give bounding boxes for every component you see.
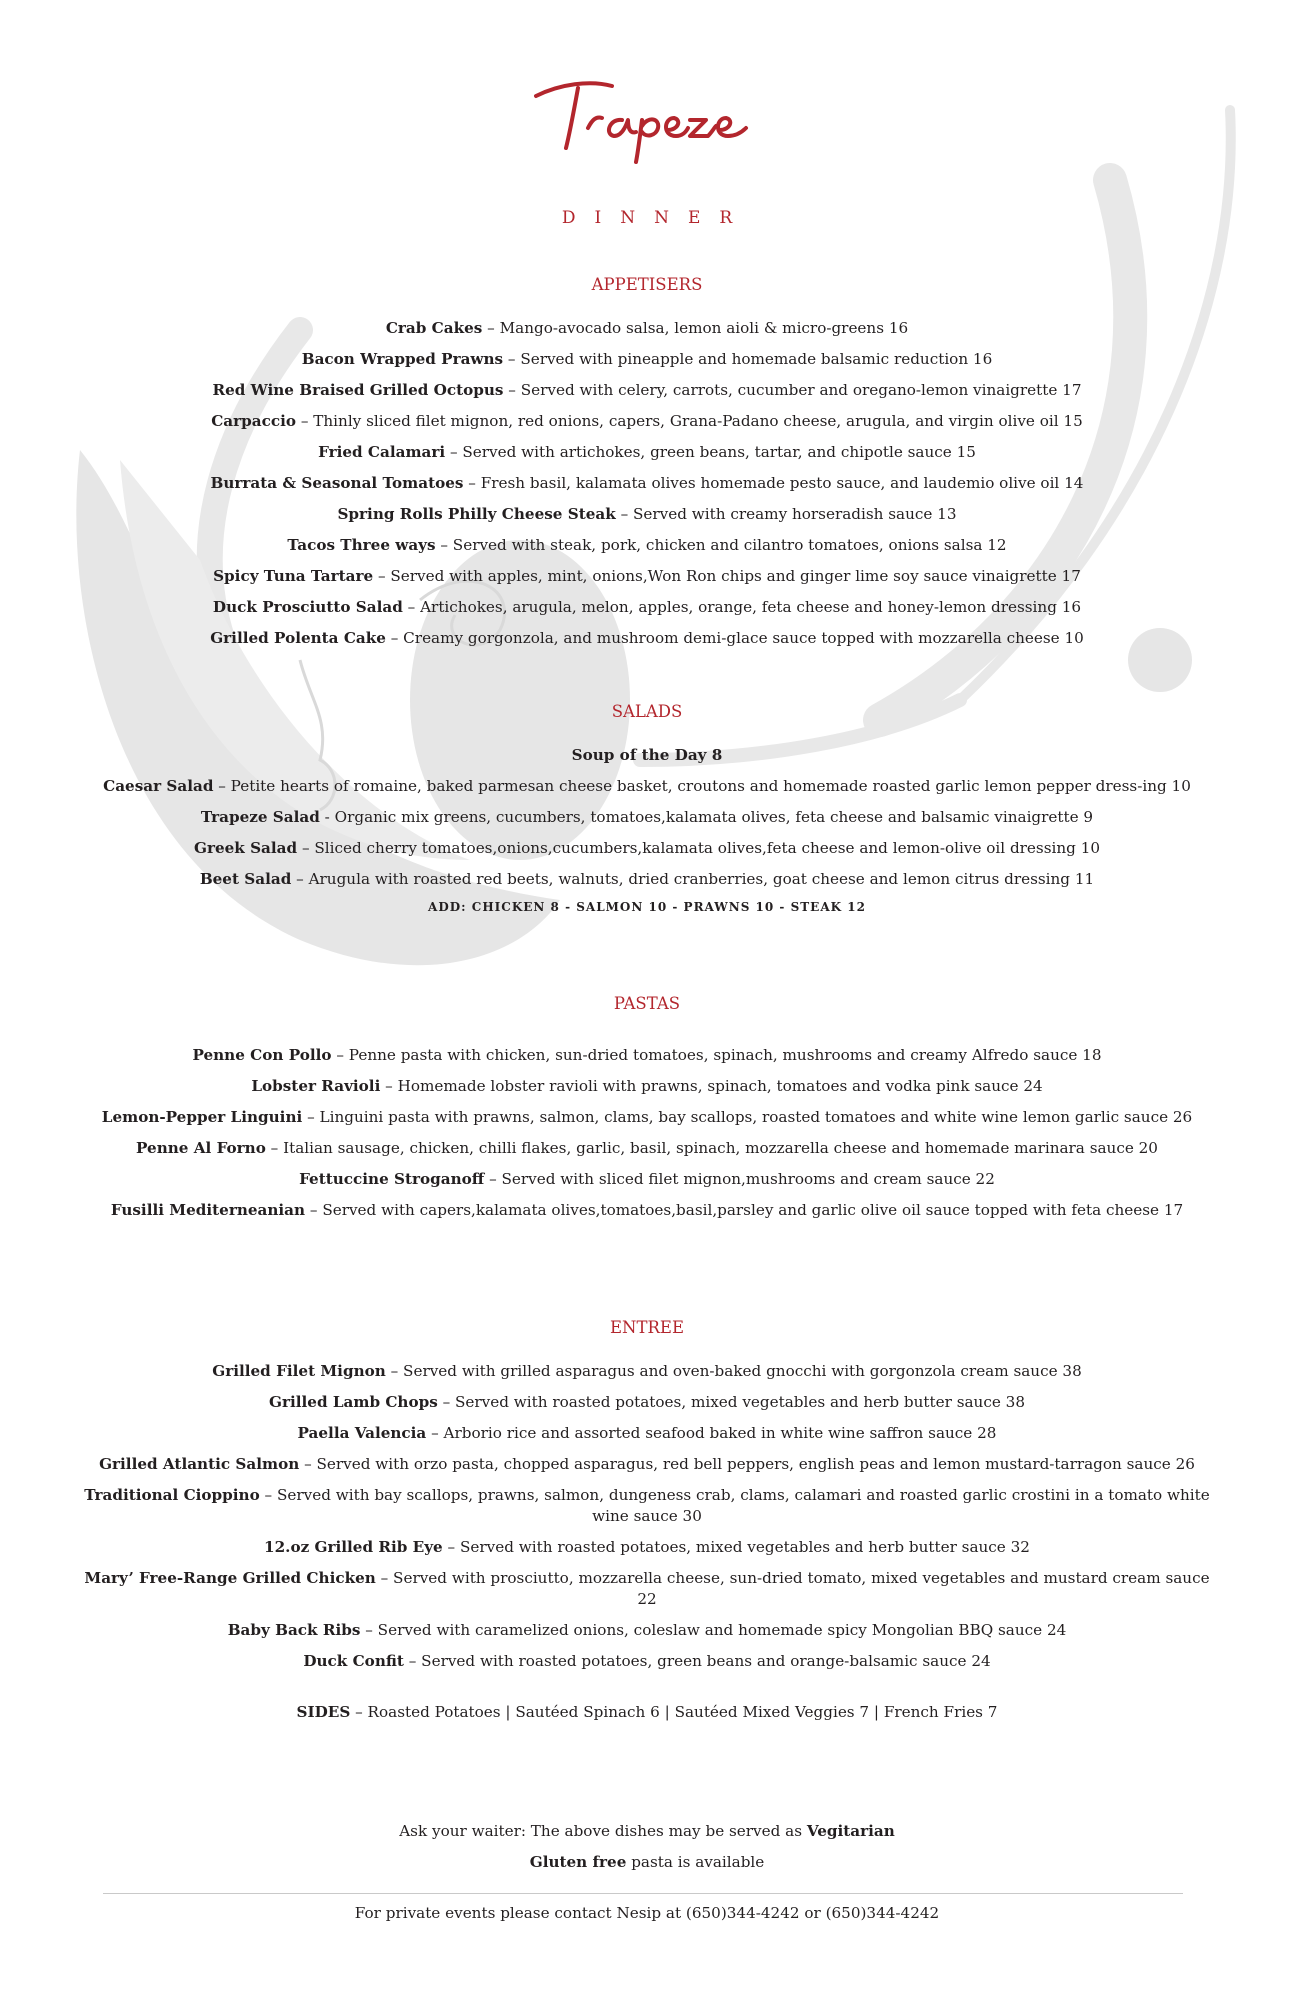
menu-item: Lobster Ravioli – Homemade lobster ravioli with prawns, spinach, tomatoes and vodka pink sauce 24 xyxy=(251,1077,1043,1095)
menu-item: Paella Valencia – Arborio rice and assorted seafood baked in white wine saffron sauce 28 xyxy=(297,1424,997,1442)
entree-section xyxy=(60,1318,1234,1723)
menu-item: Fusilli Mediterneanian – Served with capers,kalamata olives,tomatoes,basil,parsley and garlic olive oil sauce topped with feta cheese 17 xyxy=(110,1201,1184,1219)
menu-item: Greek Salad – Sliced cherry tomatoes,onions,cucumbers,kalamata olives,feta cheese and lemon-olive oil dressing 10 xyxy=(193,839,1101,857)
menu-item: Grilled Lamb Chops – Served with roasted potatoes, mixed vegetables and herb butter sauce 38 xyxy=(269,1393,1025,1411)
menu-item: Baby Back Ribs – Served with caramelized onions, coleslaw and homemade spicy Mongolian BBQ sauce 24 xyxy=(227,1621,1067,1639)
section-title: SALADS xyxy=(611,702,683,721)
gluten-free-note: Gluten free pasta is available xyxy=(529,1853,765,1871)
menu-item: 12.oz Grilled Rib Eye – Served with roasted potatoes, mixed vegetables and herb butter sauce 32 xyxy=(264,1538,1030,1556)
vegetarian-note: Ask your waiter: The above dishes may be served as Vegitarian xyxy=(399,1822,895,1840)
footer-divider xyxy=(103,1893,1183,1894)
section-title: APPETISERS xyxy=(591,275,703,294)
menu-item: Penne Al Forno – Italian sausage, chicken, chilli flakes, garlic, basil, spinach, mozzarella cheese and homemade marinara sauce 20 xyxy=(136,1139,1158,1157)
menu-item: Grilled Atlantic Salmon – Served with orzo pasta, chopped asparagus, red bell peppers, english peas and lemon mustard-tarragon sauce 26 xyxy=(99,1455,1195,1473)
menu-item: Trapeze Salad - Organic mix greens, cucumbers, tomatoes,kalamata olives, feta cheese and balsamic vinaigrette 9 xyxy=(200,808,1094,826)
menu-title: DINNER xyxy=(561,208,752,228)
menu-item: Duck Confit – Served with roasted potatoes, green beans and orange-balsamic sauce 24 xyxy=(303,1652,991,1670)
menu-item: Crab Cakes – Mango-avocado salsa, lemon aioli & micro-greens 16 xyxy=(385,319,909,337)
menu-item: Red Wine Braised Grilled Octopus – Served with celery, carrots, cucumber and oregano-lemon vinaigrette 17 xyxy=(212,381,1082,399)
menu-item: Penne Con Pollo – Penne pasta with chicken, sun-dried tomatoes, spinach, mushrooms and creamy Alfredo sauce 18 xyxy=(192,1046,1102,1064)
pastas-section xyxy=(60,994,1234,1231)
salad-add-ons: ADD: CHICKEN 8 - SALMON 10 - PRAWNS 10 - STEAK 12 xyxy=(428,900,866,914)
section-title: PASTAS xyxy=(613,994,681,1013)
menu-item: Tacos Three ways – Served with steak, pork, chicken and cilantro tomatoes, onions salsa 12 xyxy=(287,536,1007,554)
menu-item: Caesar Salad – Petite hearts of romaine, baked parmesan cheese basket, croutons and homemade roasted garlic lemon pepper dress-ing 10 xyxy=(103,777,1191,795)
salads-section xyxy=(60,702,1234,914)
menu-item: Burrata & Seasonal Tomatoes – Fresh basil, kalamata olives homemade pesto sauce, and laudemio olive oil 14 xyxy=(210,474,1084,492)
menu-item: Mary’ Free-Range Grilled Chicken – Served with prosciutto, mozzarella cheese, sun-dried tomato, mixed vegetables and mustard cream sauce 22 xyxy=(84,1569,1210,1608)
menu-item: Duck Prosciutto Salad – Artichokes, arugula, melon, apples, orange, feta cheese and honey-lemon dressing 16 xyxy=(212,598,1082,616)
appetisers-section xyxy=(60,275,1234,659)
menu-item: Lemon-Pepper Linguini – Linguini pasta with prawns, salmon, clams, bay scallops, roasted tomatoes and white wine lemon garlic sauce 26 xyxy=(101,1108,1193,1126)
menu-item: Spicy Tuna Tartare – Served with apples, mint, onions,Won Ron chips and ginger lime soy sauce vinaigrette 17 xyxy=(213,567,1081,585)
menu-item: Beet Salad – Arugula with roasted red beets, walnuts, dried cranberries, goat cheese and lemon citrus dressing 11 xyxy=(199,870,1095,888)
sides-line: SIDES – Roasted Potatoes | Sautéed Spinach 6 | Sautéed Mixed Veggies 7 | French Fries 7 xyxy=(296,1703,998,1721)
menu-item: Traditional Cioppino – Served with bay scallops, prawns, salmon, dungeness crab, clams, calamari and roasted garlic crostini in a tomato white wine sauce 30 xyxy=(84,1486,1210,1525)
menu-item: Spring Rolls Philly Cheese Steak – Served with creamy horseradish sauce 13 xyxy=(337,505,957,523)
menu-item: Soup of the Day 8 xyxy=(571,746,723,764)
menu-item: Bacon Wrapped Prawns – Served with pineapple and homemade balsamic reduction 16 xyxy=(301,350,993,368)
section-title: ENTREE xyxy=(609,1318,684,1337)
footer-contact: For private events please contact Nesip at (650)344-4242 or (650)344-4242 xyxy=(354,1904,940,1922)
menu-item: Grilled Filet Mignon – Served with grilled asparagus and oven-baked gnocchi with gorgonzola cream sauce 38 xyxy=(212,1362,1082,1380)
menu-item: Grilled Polenta Cake – Creamy gorgonzola, and mushroom demi-glace sauce topped with mozzarella cheese 10 xyxy=(210,629,1084,647)
trapeze-logo xyxy=(530,70,750,165)
menu-item: Fettuccine Stroganoff – Served with sliced filet mignon,mushrooms and cream sauce 22 xyxy=(299,1170,995,1188)
menu-item: Carpaccio – Thinly sliced filet mignon, red onions, capers, Grana-Padano cheese, arugula, and virgin olive oil 15 xyxy=(211,412,1083,430)
menu-item: Fried Calamari – Served with artichokes, green beans, tartar, and chipotle sauce 15 xyxy=(318,443,976,461)
